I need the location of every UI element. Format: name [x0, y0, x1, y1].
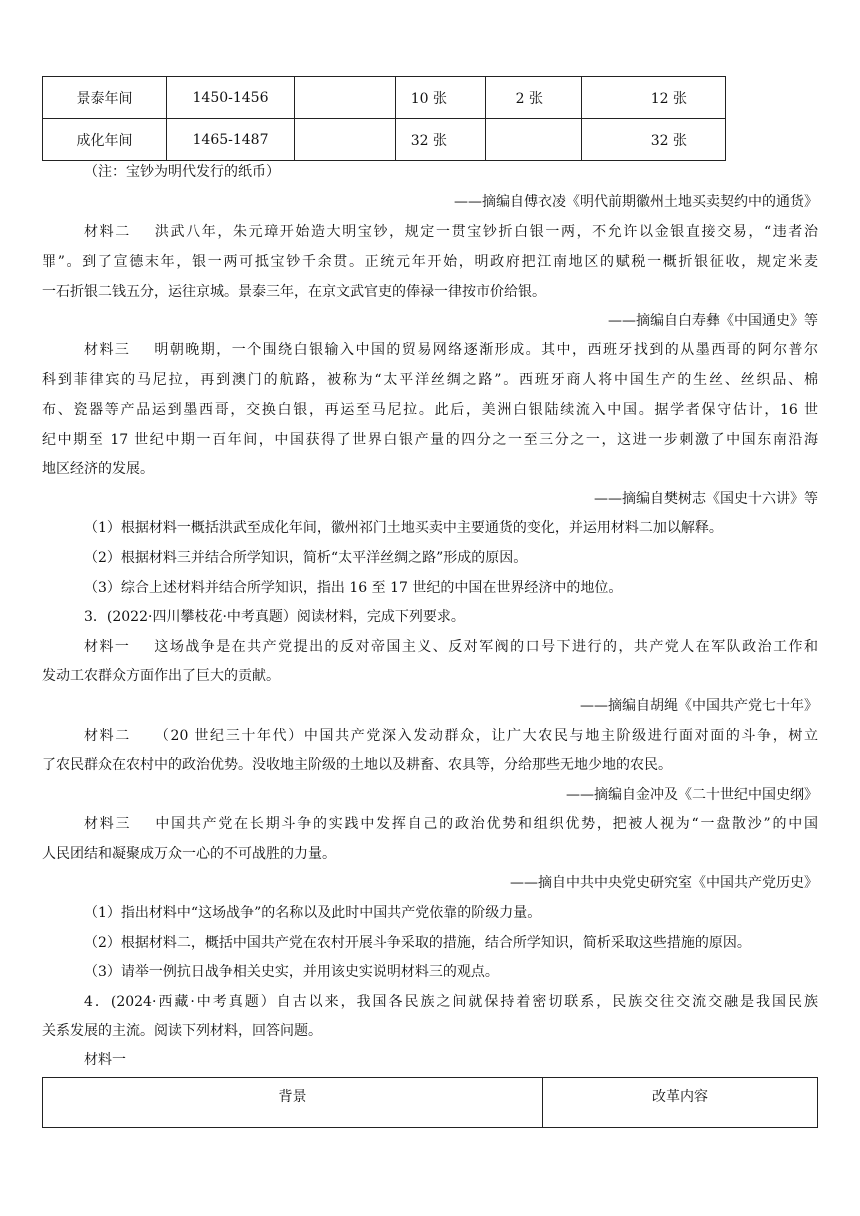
table-cell: 2 张: [486, 77, 582, 119]
question-item: （3）综合上述材料并结合所学知识，指出 16 至 17 世纪的中国在世界经济中的地位。: [84, 580, 623, 596]
material-2-line: 材料二 洪武八年，朱元璋开始造大明宝钞，规定一贯宝钞折白银一两，不允许以金银直接交易，“违者治: [84, 224, 819, 240]
material-1-line: 材料一 这场战争是在共产党提出的反对帝国主义、反对军阀的口号下进行的，共产党人在军队政治工作和: [84, 639, 819, 655]
table-row: [43, 119, 726, 161]
source-citation: ——摘编自白寿彝《中国通史》等: [608, 313, 818, 329]
table-cell: [486, 119, 582, 161]
material-label: 材料一: [84, 639, 131, 655]
material-3-line: 材料三 明朝晚期，一个围绕白银输入中国的贸易网络逐渐形成。其中，西班牙找到的从墨西哥的阿尔普尔: [84, 342, 819, 358]
question-item: （1）根据材料一概括洪武至成化年间，徽州祁门土地买卖中主要通货的变化，并运用材料二加以解释。: [84, 520, 723, 536]
material-3-line: 纪中期至 17 世纪中期一百年间，中国获得了世界白银产量的四分之一至三分之一，这进一步刺激了中国东南沿海: [42, 432, 818, 448]
question-header: 关系发展的主流。阅读下列材料，回答问题。: [42, 1023, 322, 1039]
question-header: 3．(2022·四川攀枝花·中考真题）阅读材料，完成下列要求。: [84, 609, 465, 625]
source-citation: ——摘编自樊树志《国史十六讲》等: [594, 491, 818, 507]
material-label: 材料三: [84, 342, 131, 358]
material-label: 材料二: [84, 224, 131, 240]
table-cell: 成化年间: [43, 119, 167, 161]
question-item: （2）根据材料三并结合所学知识，简析“太平洋丝绸之路”形成的原因。: [84, 550, 528, 566]
table-cell: 1465-1487: [167, 119, 295, 161]
question-header: 4．(2024·西藏·中考真题）自古以来，我国各民族之间就保持着密切联系，民族交往交流交融是我国民族: [84, 994, 818, 1010]
material-1-line: 发动工农群众方面作出了巨大的贡献。: [42, 668, 280, 684]
material-3-line: 人民团结和凝聚成万众一心的不可战胜的力量。: [42, 846, 336, 862]
table-cell: 32 张: [396, 119, 486, 161]
table-header-cell: 背景: [43, 1078, 543, 1128]
table-cell: [295, 77, 396, 119]
material-label: 材料二: [84, 728, 131, 744]
table-cell: 12 张: [582, 77, 726, 119]
material-3-line: 地区经济的发展。: [42, 461, 154, 477]
table-cell: 10 张: [396, 77, 486, 119]
table-cell: 景泰年间: [43, 77, 167, 119]
source-citation: ——摘编自胡绳《中国共产党七十年》: [580, 698, 818, 714]
material-label: 材料一: [84, 1052, 126, 1068]
material-2-line: 了农民群众在农村中的政治优势。没收地主阶级的土地以及耕畜、农具等，分给那些无地少地的农民。: [42, 757, 672, 773]
material-2-line: 材料二 （20 世纪三十年代）中国共产党深入发动群众，让广大农民与地主阶级进行面对面的斗争，树立: [84, 728, 819, 744]
reform-table: [42, 1077, 818, 1128]
table-row: [43, 77, 726, 119]
currency-table: [42, 76, 726, 161]
question-item: （3）请举一例抗日战争相关史实，并用该史实说明材料三的观点。: [84, 964, 499, 980]
question-item: （1）指出材料中“这场战争”的名称以及此时中国共产党依靠的阶级力量。: [84, 905, 542, 921]
material-3-line: 科到菲律宾的马尼拉，再到澳门的航路，被称为“太平洋丝绸之路”。西班牙商人将中国生产的生丝、丝织品、棉: [42, 372, 818, 388]
table-cell: [295, 119, 396, 161]
material-2-line: 一石折银二钱五分，运往京城。景泰三年，在京文武官吏的俸禄一律按市价给银。: [42, 284, 546, 300]
table-header-row: [43, 1078, 818, 1128]
material-label: 材料三: [84, 816, 132, 832]
table-header-cell: 改革内容: [543, 1078, 818, 1128]
material-3-line: 材料三 中国共产党在长期斗争的实践中发挥自己的政治优势和组织优势，把被人视为“一盘散沙”的中国: [84, 816, 818, 832]
material-2-line: 罪”。到了宣德末年，银一两可抵宝钞千余贯。正统元年开始，明政府把江南地区的赋税一概折银征收，规定米麦: [42, 254, 818, 270]
table-cell: 1450-1456: [167, 77, 295, 119]
source-citation: ——摘编自傅衣凌《明代前期徽州土地买卖契约中的通货》: [454, 194, 818, 210]
question-item: （2）根据材料二，概括中国共产党在农村开展斗争采取的措施，结合所学知识，简析采取这些措施的原因。: [84, 935, 751, 951]
source-citation: ——摘编自金冲及《二十世纪中国史纲》: [566, 787, 818, 803]
table-note: （注：宝钞为明代发行的纸币）: [84, 164, 280, 180]
source-citation: ——摘自中共中央党史研究室《中国共产党历史》: [510, 875, 818, 891]
material-3-line: 布、瓷器等产品运到墨西哥，交换白银，再运至马尼拉。此后，美洲白银陆续流入中国。据学者保守估计，16 世: [42, 402, 818, 418]
table-cell: 32 张: [582, 119, 726, 161]
